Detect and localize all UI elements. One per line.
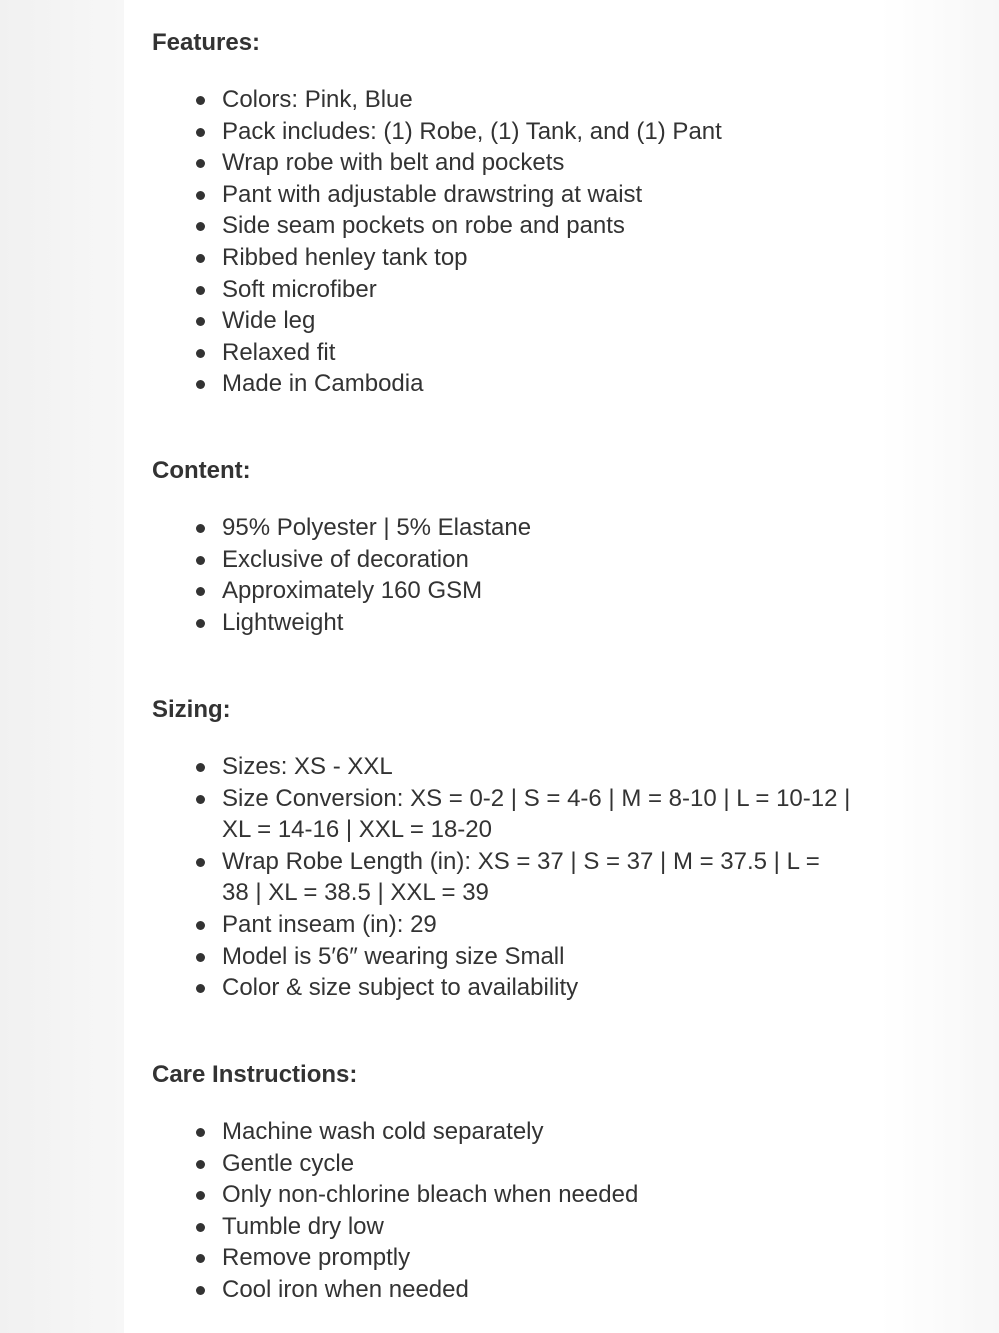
content-list [152, 512, 852, 638]
list-item: Pack includes: (1) Robe, (1) Tank, and (1) Pant [152, 116, 852, 148]
list-item: Made in Cambodia [152, 368, 852, 400]
list-item: Cool iron when needed [152, 1274, 852, 1306]
list-item: Tumble dry low [152, 1211, 852, 1243]
list-item: Colors: Pink, Blue [152, 84, 852, 116]
left-gutter [0, 0, 124, 1333]
list-item: Wrap Robe Length (in): XS = 37 | S = 37 | M = 37.5 | L = 38 | XL = 38.5 | XXL = 39 [152, 846, 852, 909]
list-item: Size Conversion: XS = 0-2 | S = 4-6 | M = 8-10 | L = 10-12 | XL = 14-16 | XXL = 18-20 [152, 783, 852, 846]
features-list [152, 84, 852, 400]
list-item: Ribbed henley tank top [152, 242, 852, 274]
content-heading: Content: [152, 457, 251, 484]
care-instructions-heading: Care Instructions: [152, 1061, 358, 1088]
list-item: Wrap robe with belt and pockets [152, 147, 852, 179]
sizing-heading: Sizing: [152, 696, 231, 723]
sizing-list [152, 751, 852, 1004]
list-item: Approximately 160 GSM [152, 575, 852, 607]
list-item: Model is 5′6″ wearing size Small [152, 941, 852, 973]
list-item: Wide leg [152, 305, 852, 337]
list-item: Sizes: XS - XXL [152, 751, 852, 783]
right-gutter [879, 0, 999, 1333]
list-item: Relaxed fit [152, 337, 852, 369]
list-item: Exclusive of decoration [152, 544, 852, 576]
list-item: 95% Polyester | 5% Elastane [152, 512, 852, 544]
list-item: Color & size subject to availability [152, 972, 852, 1004]
list-item: Pant with adjustable drawstring at waist [152, 179, 852, 211]
features-heading: Features: [152, 29, 261, 56]
list-item: Gentle cycle [152, 1148, 852, 1180]
list-item: Lightweight [152, 607, 852, 639]
list-item: Machine wash cold separately [152, 1116, 852, 1148]
list-item: Only non-chlorine bleach when needed [152, 1179, 852, 1211]
list-item: Side seam pockets on robe and pants [152, 210, 852, 242]
care-instructions-list [152, 1116, 852, 1306]
list-item: Pant inseam (in): 29 [152, 909, 852, 941]
list-item: Remove promptly [152, 1242, 852, 1274]
list-item: Soft microfiber [152, 274, 852, 306]
